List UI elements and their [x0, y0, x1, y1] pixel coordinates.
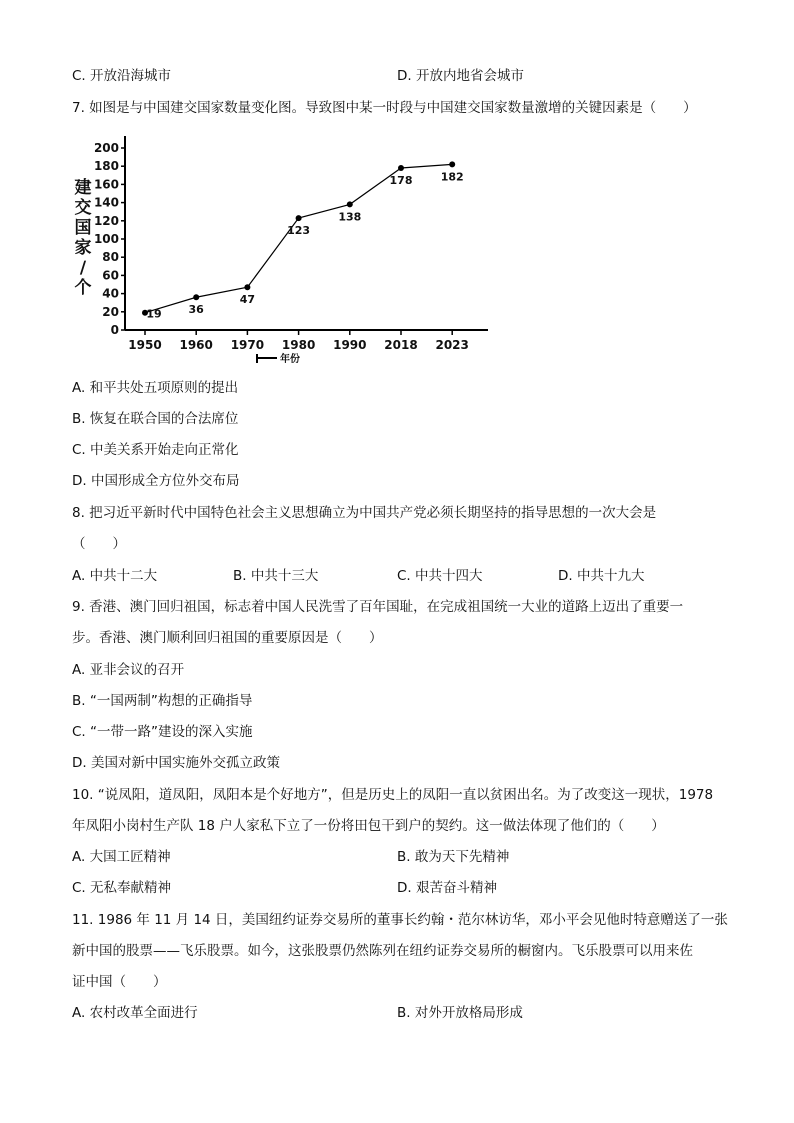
q8-option-d: D. 中共十九大	[558, 568, 645, 584]
data-label: 178	[389, 174, 413, 188]
y-tick-label: 40	[102, 286, 119, 301]
x-tick-label: 1950	[128, 338, 162, 352]
data-label: 47	[239, 293, 256, 307]
q7-option-a: A. 和平共处五项原则的提出	[72, 380, 239, 396]
y-tick-label: 200	[93, 141, 119, 155]
q9-option-a: A. 亚非会议的召开	[72, 662, 185, 678]
q11-stem-line2: 新中国的股票——飞乐股票。如今，这张股票仍然陈列在纽约证券交易所的橱窗内。飞乐股票可以用来佐	[72, 943, 693, 959]
y-tick-label: 60	[102, 268, 119, 283]
q7-stem: 7. 如图是与中国建交国家数量变化图。导致图中某一时段与中国建交国家数量激增的关键因素是（ ）	[72, 100, 697, 116]
q6-option-d: D. 开放内地省会城市	[397, 68, 524, 84]
q9-stem-line2: 步。香港、澳门顺利回归祖国的重要原因是（ ）	[72, 630, 383, 646]
y-tick-label: 0	[110, 323, 119, 337]
data-point	[244, 284, 250, 290]
data-point	[449, 161, 455, 167]
q8-option-c: C. 中共十四大	[397, 568, 483, 584]
data-label: 123	[287, 224, 311, 238]
q10-option-c: C. 无私奉献精神	[72, 880, 172, 896]
q11-stem-line1: 11. 1986 年 11 月 14 日，美国纽约证券交易所的董事长约翰・范尔林访华，邓小平会见他时特意赠送了一张	[72, 912, 728, 928]
y-tick-label: 160	[93, 177, 119, 192]
chart-x-axis-label: 年份	[280, 354, 300, 365]
y-tick-label: 20	[102, 304, 119, 319]
q10-option-a: A. 大国工匠精神	[72, 849, 171, 865]
q10-stem-line1: 10. “说凤阳，道凤阳，凤阳本是个好地方”，但是历史上的凤阳一直以贫困出名。为了改变这一现状，1978	[72, 787, 714, 803]
q11-stem-line3: 证中国（ ）	[72, 974, 167, 990]
x-tick-label: 1960	[179, 338, 213, 352]
q9-option-c: C. “一带一路”建设的深入实施	[72, 724, 253, 740]
q11-option-a: A. 农村改革全面进行	[72, 1005, 198, 1021]
q10-option-b: B. 敢为天下先精神	[397, 849, 510, 865]
x-tick-label: 1990	[333, 338, 367, 352]
q8-stem-line2: （ ）	[72, 536, 126, 552]
q7-option-d: D. 中国形成全方位外交布局	[72, 473, 240, 489]
y-tick-label: 140	[93, 195, 119, 210]
q8-option-a: A. 中共十二大	[72, 568, 158, 584]
x-tick-label: 2023	[435, 338, 469, 352]
x-tick-label: 1980	[281, 338, 316, 352]
data-point	[296, 215, 302, 221]
q9-option-b: B. “一国两制”构想的正确指导	[72, 693, 253, 709]
line-chart	[70, 128, 500, 368]
q8-stem-line1: 8. 把习近平新时代中国特色社会主义思想确立为中国共产党必须长期坚持的指导思想的一次大会是	[72, 505, 657, 521]
q8-option-b: B. 中共十三大	[233, 568, 319, 584]
q6-option-c: C. 开放沿海城市	[72, 68, 172, 84]
q7-option-b: B. 恢复在联合国的合法席位	[72, 411, 239, 427]
data-label: 182	[440, 170, 464, 184]
data-point	[398, 165, 404, 171]
q7-chart	[70, 128, 500, 368]
y-tick-label: 80	[102, 250, 119, 265]
q7-option-c: C. 中美关系开始走向正常化	[72, 442, 239, 458]
x-tick-label: 2018	[384, 338, 418, 352]
y-tick-label: 180	[93, 159, 119, 174]
y-tick-label: 100	[93, 232, 119, 246]
q9-option-d: D. 美国对新中国实施外交孤立政策	[72, 755, 280, 771]
data-label: 138	[338, 210, 362, 224]
y-tick-label: 120	[93, 213, 119, 228]
data-point	[193, 294, 199, 300]
q11-option-b: B. 对外开放格局形成	[397, 1005, 523, 1021]
data-point	[347, 201, 353, 207]
data-label: 36	[188, 303, 204, 317]
q9-stem-line1: 9. 香港、澳门回归祖国，标志着中国人民洗雪了百年国耻，在完成祖国统一大业的道路上迈出了重要一	[72, 599, 684, 615]
x-tick-label: 1970	[230, 338, 265, 352]
q10-option-d: D. 艰苦奋斗精神	[397, 880, 497, 896]
chart-y-axis-label: 建交国家∕个	[74, 178, 92, 298]
data-label: 19	[146, 307, 162, 321]
q10-stem-line2: 年凤阳小岗村生产队 18 户人家私下立了一份将田包干到户的契约。这一做法体现了他们的（ ）	[72, 818, 665, 834]
